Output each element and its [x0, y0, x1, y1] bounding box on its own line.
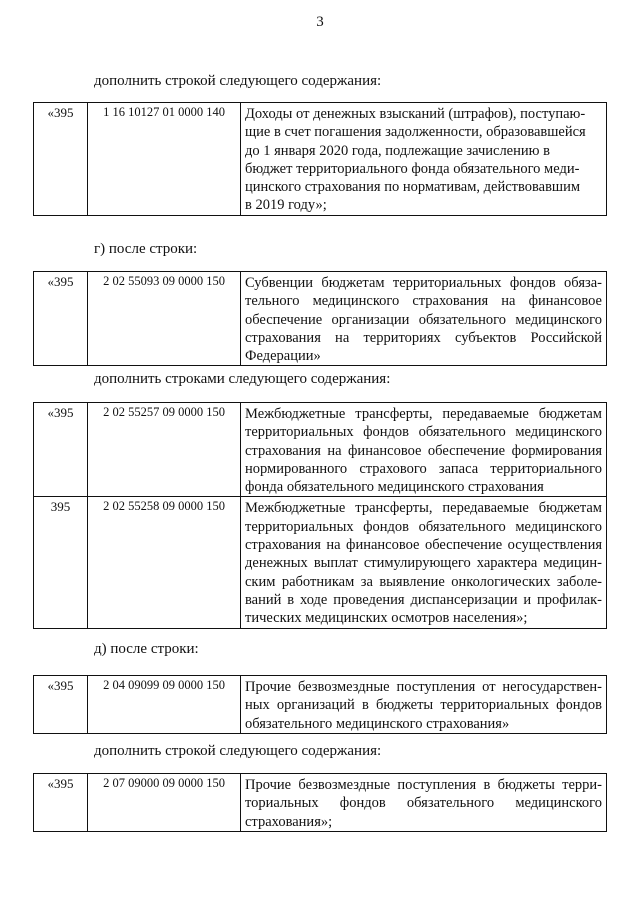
description-line: обязательного медицинского страхования» [245, 715, 510, 732]
description-line: цинского страхования по нормативам, действовавшим [245, 179, 581, 196]
description-line: до 1 января 2020 года, подлежащие зачислению в [245, 142, 550, 159]
admin-code-cell: 395 [34, 497, 88, 628]
section-intro: дополнить строками следующего содержания: [94, 371, 391, 387]
codes-table [33, 271, 607, 366]
description-cell [241, 403, 607, 497]
codes-table [33, 675, 607, 734]
table-row [34, 103, 607, 216]
description-cell [241, 272, 607, 366]
section-intro: д) после строки: [94, 641, 199, 657]
description-line: тических медицинских осмотров населения»; [245, 610, 528, 627]
description-line: щие в счет погашения задолженности, образовавшейся [245, 124, 586, 141]
description-line: денежных выплат стимулирующего характера медицин- [245, 555, 602, 572]
description-line: тельного медицинского страхования на финансовое [245, 293, 602, 310]
admin-code-cell: «395 [34, 103, 88, 216]
codes-table [33, 402, 607, 629]
admin-code-cell: «395 [34, 272, 88, 366]
section-intro: г) после строки: [94, 241, 198, 257]
budget-code-cell: 1 16 10127 01 0000 140 [88, 103, 241, 216]
description-line: Межбюджетные трансферты, передаваемые бюджетам [245, 500, 602, 517]
description-line: Доходы от денежных взысканий (штрафов), поступаю- [245, 106, 586, 122]
table-row [34, 774, 607, 832]
description-line: страхования на территориях субъектов Российской [245, 329, 602, 346]
description-line: ваний в ходе проведения диспансеризации и профилак- [245, 591, 602, 608]
description-line: Федерации» [245, 348, 321, 365]
description-line: страхования на финансовое обеспечение осуществления [245, 537, 602, 554]
table-row [34, 676, 607, 734]
table-row [34, 497, 607, 628]
description-line: страхования»; [245, 813, 333, 830]
description-line: Субвенции бюджетам территориальных фондов обяза- [245, 275, 602, 291]
codes-table [33, 773, 607, 832]
budget-code-cell: 2 04 09099 09 0000 150 [88, 676, 241, 734]
description-line: страхования на финансовое обеспечение формирования [245, 442, 602, 459]
description-line: фонда обязательного медицинского страхования [245, 479, 544, 496]
description-cell [241, 676, 607, 734]
description-cell [241, 774, 607, 832]
table-row [34, 272, 607, 366]
admin-code-cell: «395 [34, 774, 88, 832]
description-line: бюджет территориального фонда обязательного меди- [245, 160, 580, 177]
description-line: территориальных фондов обязательного медицинского [245, 518, 602, 535]
description-cell [241, 103, 607, 216]
admin-code-cell: «395 [34, 676, 88, 734]
budget-code-cell: 2 02 55093 09 0000 150 [88, 272, 241, 366]
description-line: Межбюджетные трансферты, передаваемые бюджетам [245, 406, 602, 422]
description-line: ским работникам за выявление онкологических заболе- [245, 573, 602, 590]
description-line: нормированного страхового запаса территориального [245, 460, 602, 477]
description-line: ториальных фондов обязательного медицинского [245, 795, 602, 812]
description-line: Прочие безвозмездные поступления в бюджеты терри- [245, 777, 602, 793]
description-cell [241, 497, 607, 628]
budget-code-cell: 2 02 55257 09 0000 150 [88, 403, 241, 497]
codes-table [33, 102, 607, 216]
table-row [34, 403, 607, 497]
page-number: 3 [316, 14, 324, 30]
description-line: в 2019 году»; [245, 197, 327, 214]
description-line: ных организаций в бюджеты территориальных фондов [245, 697, 602, 714]
description-line: Прочие безвозмездные поступления от негосударствен- [245, 679, 602, 695]
budget-code-cell: 2 02 55258 09 0000 150 [88, 497, 241, 628]
section-intro: дополнить строкой следующего содержания: [94, 743, 382, 759]
budget-code-cell: 2 07 09000 09 0000 150 [88, 774, 241, 832]
description-line: территориальных фондов обязательного медицинского [245, 424, 602, 441]
description-line: обеспечение организации обязательного медицинского [245, 311, 602, 328]
section-intro: дополнить строкой следующего содержания: [94, 73, 382, 89]
admin-code-cell: «395 [34, 403, 88, 497]
